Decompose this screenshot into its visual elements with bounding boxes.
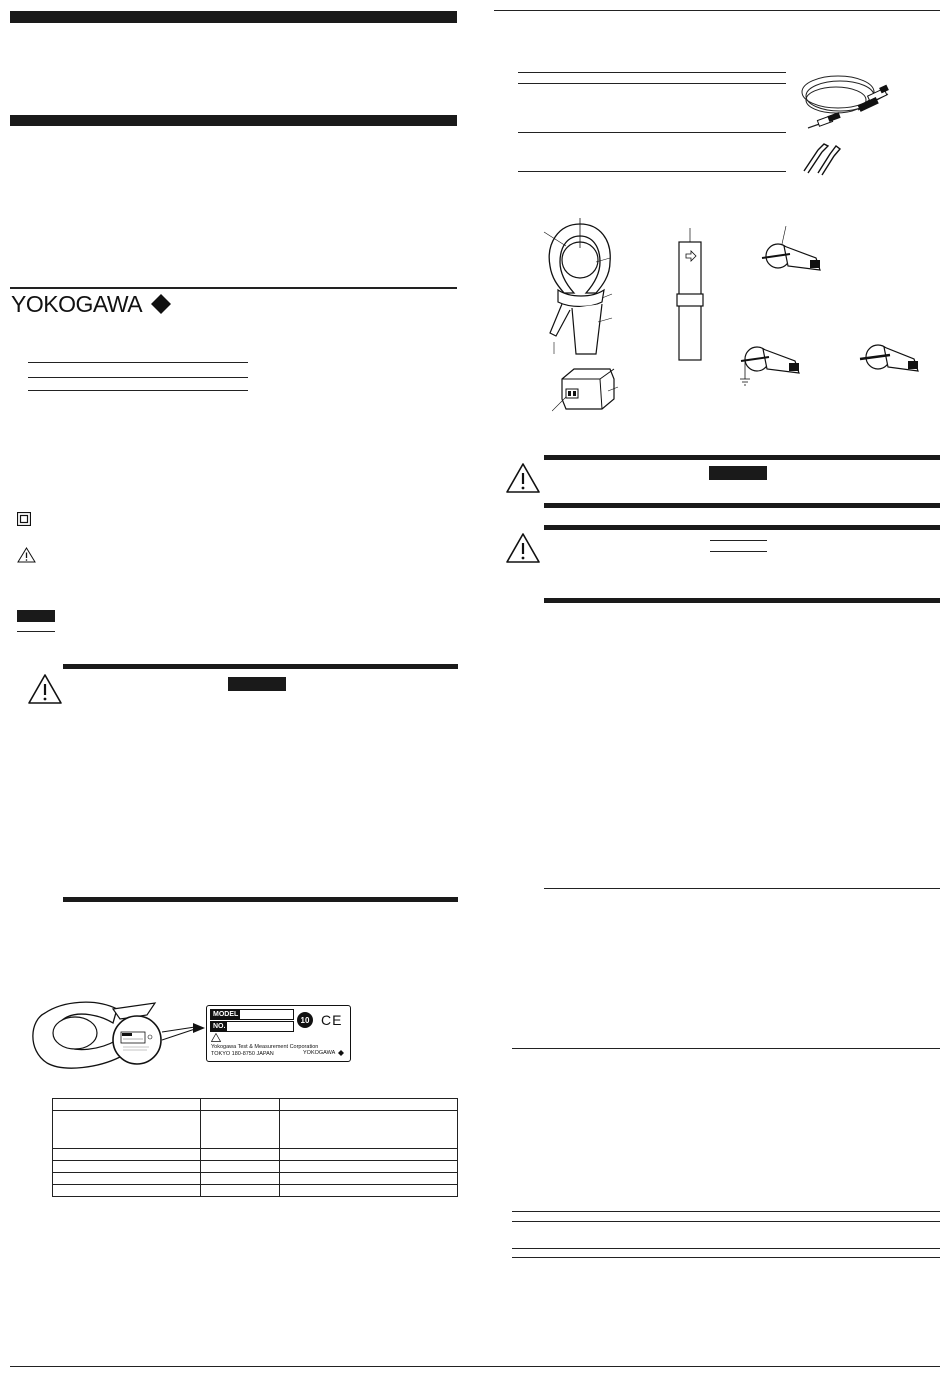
- table-cell: [53, 1111, 201, 1149]
- model-label: [210, 1009, 294, 1020]
- flexible-probe-illustration: [674, 228, 704, 363]
- list-line: [518, 171, 786, 172]
- warning-block-bottom-bar: [63, 897, 458, 902]
- table-line: [512, 1257, 940, 1258]
- section-header-bar-1: [10, 11, 457, 23]
- table-cell: [53, 1149, 201, 1161]
- table-cell: [280, 1099, 458, 1111]
- nameplate-brand-text: YOKOGAWA: [303, 1050, 336, 1056]
- list-line: [518, 72, 786, 73]
- spec-table: [52, 1098, 458, 1197]
- mini-clamp-illustration: [758, 226, 828, 286]
- table-cell: [201, 1099, 280, 1111]
- warning-triangle-icon: [505, 532, 541, 564]
- nameplate-company: Yokogawa Test & Measurement Corporation: [211, 1044, 319, 1050]
- nameplate-address: TOKYO 180-8750 JAPAN: [211, 1051, 274, 1057]
- warning-block-top-bar: [63, 664, 458, 669]
- section-header-bar-2: [10, 115, 457, 126]
- number-label: [210, 1021, 294, 1032]
- table-line: [512, 1211, 940, 1212]
- test-lead-illustration: [798, 66, 902, 178]
- page-bottom-rule: [10, 1366, 940, 1367]
- table-cell: [280, 1111, 458, 1149]
- list-line: [518, 83, 786, 84]
- number-label-text: NO.: [213, 1023, 226, 1030]
- table-cell: [280, 1161, 458, 1173]
- table-line: [28, 390, 248, 391]
- warning-label-box: [709, 466, 767, 480]
- nameplate: [206, 1005, 351, 1062]
- table-cell: [53, 1161, 201, 1173]
- table-cell: [280, 1185, 458, 1197]
- nameplate-brand: [303, 1050, 344, 1056]
- section-rule: [544, 888, 940, 889]
- table-cell: [201, 1149, 280, 1161]
- diamond-icon: [338, 1050, 344, 1056]
- table-cell: [53, 1173, 201, 1185]
- warning-block-bottom-bar: [544, 503, 940, 508]
- table-line: [28, 377, 248, 378]
- section-rule: [512, 1048, 940, 1049]
- label-swatch-underline: [17, 631, 55, 632]
- warning-triangle-icon: [211, 1033, 221, 1042]
- warning-label-box: [228, 677, 286, 691]
- approval-mark-text: 10: [300, 1015, 310, 1025]
- label-swatch-black: [17, 610, 55, 622]
- table-cell: [53, 1185, 201, 1197]
- diamond-icon: [150, 293, 172, 315]
- warning-triangle-icon: [505, 462, 541, 494]
- table-line: [28, 362, 248, 363]
- warning-triangle-icon: [27, 673, 63, 705]
- approval-mark-badge: [297, 1012, 313, 1028]
- warning-triangle-icon: [17, 547, 36, 563]
- table-cell: [280, 1149, 458, 1161]
- model-label-text: MODEL: [213, 1011, 239, 1018]
- clamp-probe-small-illustration: [856, 335, 926, 385]
- table-line: [512, 1248, 940, 1249]
- table-cell: [201, 1111, 280, 1149]
- table-cell: [201, 1173, 280, 1185]
- table-cell: [280, 1173, 458, 1185]
- adapter-box-illustration: [552, 365, 622, 415]
- grounded-clamp-illustration: [735, 335, 805, 390]
- label-underline: [710, 551, 767, 552]
- table-cell: [201, 1185, 280, 1197]
- warning-block-top-bar: [544, 455, 940, 460]
- divider-above-logo: [10, 287, 457, 289]
- right-column-top-rule: [494, 10, 940, 11]
- clamp-probe-illustration: [540, 218, 620, 358]
- brand-logo-text: YOKOGAWA: [11, 290, 143, 317]
- label-underline: [710, 540, 767, 541]
- table-cell: [53, 1099, 201, 1111]
- list-line: [518, 132, 786, 133]
- table-cell: [201, 1161, 280, 1173]
- brand-logo: [11, 290, 172, 318]
- warning-block-bottom-bar: [544, 598, 940, 603]
- table-line: [512, 1221, 940, 1222]
- warning-block-top-bar: [544, 525, 940, 530]
- double-insulation-square-icon: [17, 512, 31, 526]
- ce-mark: CE: [321, 1012, 343, 1028]
